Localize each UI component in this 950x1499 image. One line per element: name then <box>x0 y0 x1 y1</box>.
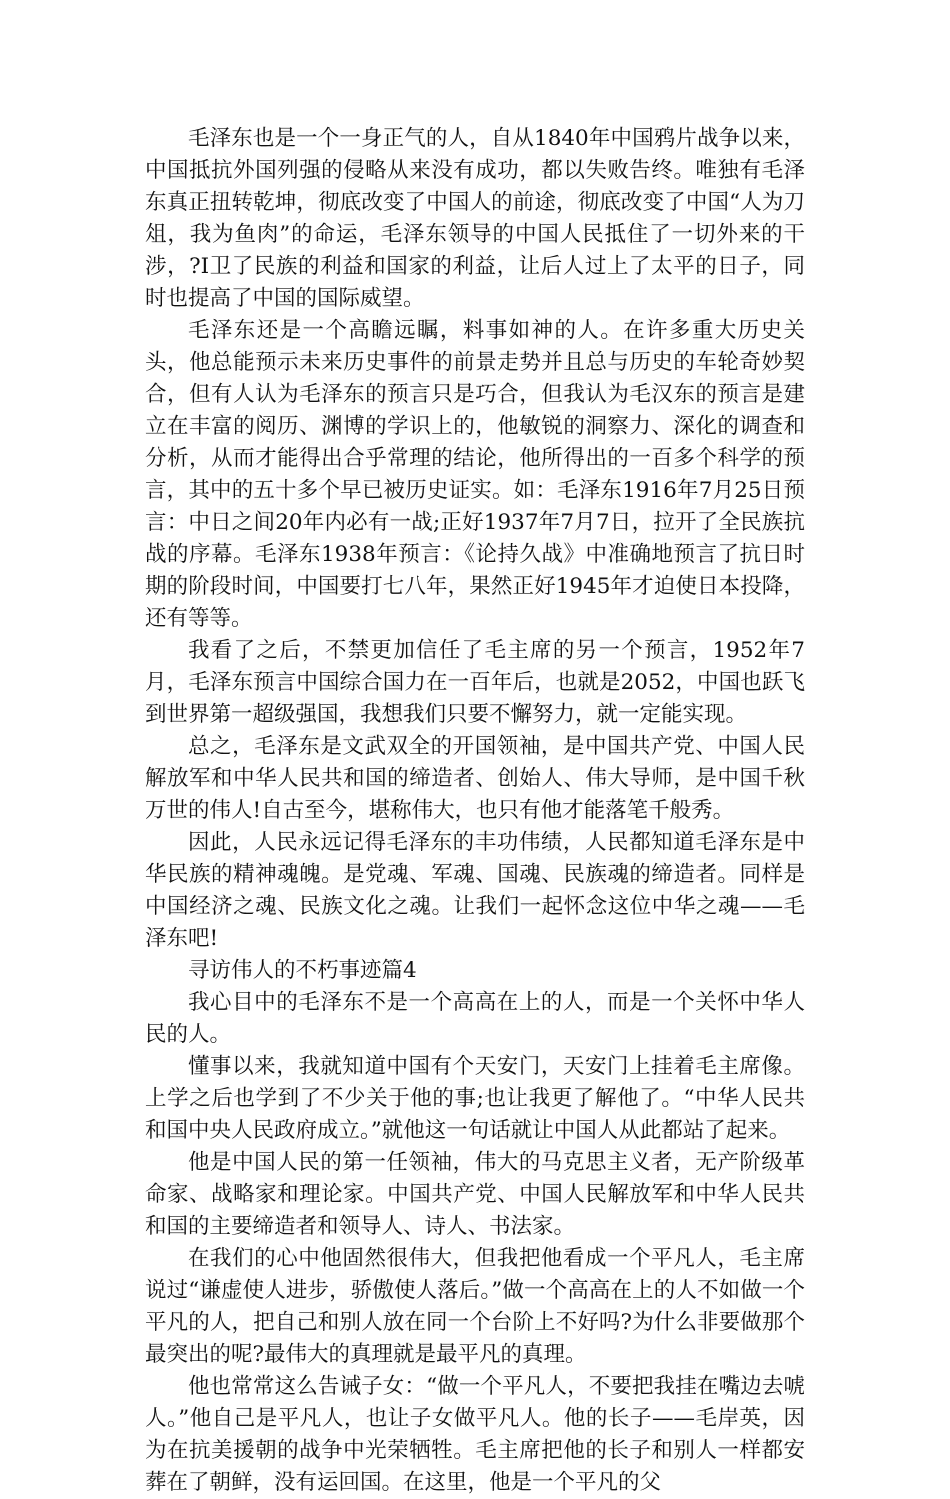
paragraph-7: 懂事以来，我就知道中国有个天安门，天安门上挂着毛主席像。上学之后也学到了不少关于他的事;也让我更了解他了。“中华人民共和国中央人民政府成立。”就他这一句话就让中国人从此都站了起来。 <box>145 1054 805 1143</box>
paragraph-10: 他也常常这么告诫子女：“做一个平凡人，不要把我挂在嘴边去唬人。”他自己是平凡人，也让子女做平凡人。他的长子——毛岸英，因为在抗美援朝的战争中光荣牺牲。毛主席把他的长子和别人一样都安葬在了朝鲜，没有运回国。在这里，他是一个平凡的父 <box>145 1374 805 1495</box>
paragraph-2: 毛泽东还是一个高瞻远瞩，料事如神的人。在许多重大历史关头，他总能预示未来历史事件的前景走势并且总与历史的车轮奇妙契合，但有人认为毛泽东的预言只是巧合，但我认为毛汉东的预言是建立在丰富的阅历、渊博的学识上的，他敏锐的洞察力、深化的调查和分析，从而才能得出合乎常理的结论，他所得出的一百多个科学的预言，其中的五十多个早已被历史证实。如：毛泽东1916年7月25日预言：中日之间20年内必有一战;正好1937年7月7日，拉开了全民族抗战的序幕。毛泽东1938年预言：《论持久战》中准确地预言了抗日时期的阶段时间，中国要打七八年，果然正好1945年才迫使日本投降，还有等等。 <box>145 318 805 631</box>
paragraph-4: 总之，毛泽东是文武双全的开国领袖，是中国共产党、中国人民解放军和中华人民共和国的缔造者、创始人、伟大导师，是中国千秋万世的伟人!自古至今，堪称伟大，也只有他才能落笔千般秀。 <box>145 734 805 823</box>
section-heading: 寻访伟人的不朽事迹篇4 <box>188 958 417 983</box>
paragraph-5: 因此，人民永远记得毛泽东的丰功伟绩，人民都知道毛泽东是中华民族的精神魂魄。是党魂、军魂、国魂、民族魂的缔造者。同样是中国经济之魂、民族文化之魂。让我们一起怀念这位中华之魂——毛泽东吧! <box>145 830 805 951</box>
paragraph-8: 他是中国人民的第一任领袖，伟大的马克思主义者，无产阶级革命家、战略家和理论家。中国共产党、中国人民解放军和中华人民共和国的主要缔造者和领导人、诗人、书法家。 <box>145 1150 805 1239</box>
paragraph-3: 我看了之后，不禁更加信任了毛主席的另一个预言，1952年7月，毛泽东预言中国综合国力在一百年后，也就是2052，中国也跃飞到世界第一超级强国，我想我们只要不懈努力，就一定能实现。 <box>145 638 805 727</box>
document-page <box>145 123 805 1499</box>
paragraph-9: 在我们的心中他固然很伟大，但我把他看成一个平凡人，毛主席说过“谦虚使人进步，骄傲使人落后。”做一个高高在上的人不如做一个平凡的人，把自己和别人放在同一个台阶上不好吗?为什么非要做那个最突出的呢?最伟大的真理就是最平凡的真理。 <box>145 1246 805 1367</box>
paragraph-6: 我心目中的毛泽东不是一个高高在上的人，而是一个关怀中华人民的人。 <box>145 990 805 1047</box>
paragraph-1: 毛泽东也是一个一身正气的人，自从1840年中国鸦片战争以来，中国抵抗外国列强的侵略从来没有成功，都以失败告终。唯独有毛泽东真正扭转乾坤，彻底改变了中国人的前途，彻底改变了中国“人为刀俎，我为鱼肉”的命运，毛泽东领导的中国人民抵住了一切外来的干涉，?I卫了民族的利益和国家的利益，让后人过上了太平的日子，同时也提高了中国的国际威望。 <box>145 126 805 311</box>
